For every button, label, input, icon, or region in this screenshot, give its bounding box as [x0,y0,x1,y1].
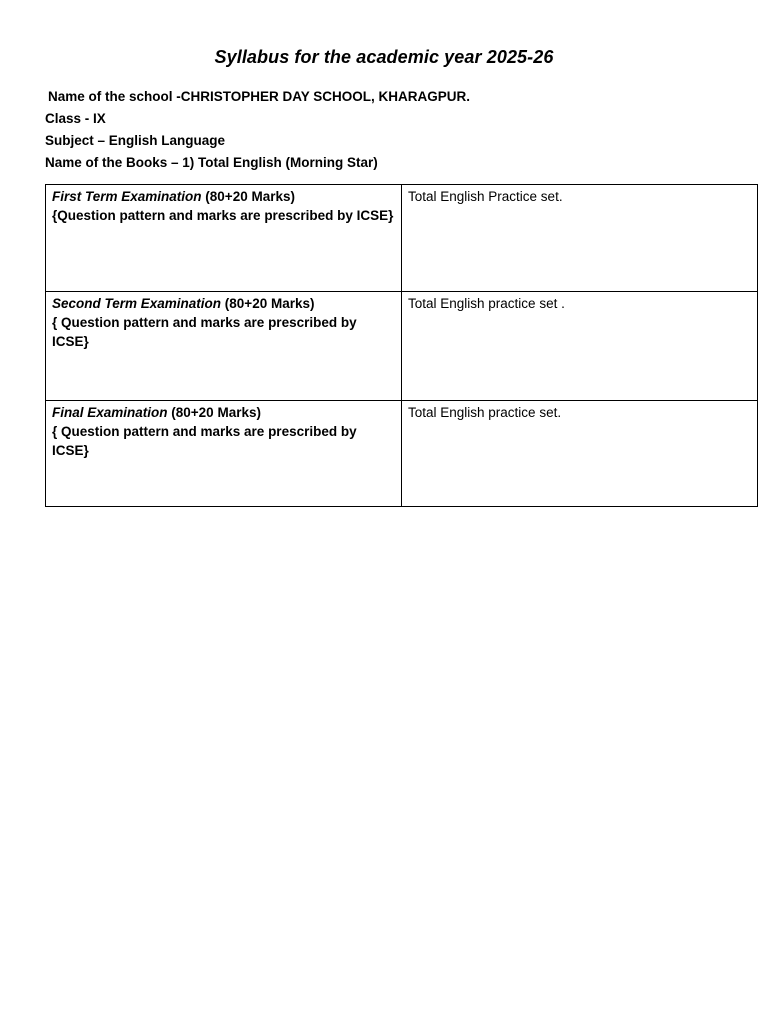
content-cell [402,292,758,401]
books-line: Name of the Books – 1) Total English (Morning Star) [45,155,378,170]
exam-name: Final Examination [52,405,168,420]
syllabus-table [45,184,758,507]
table-row [46,292,758,401]
table-row [46,401,758,507]
document-title: Syllabus for the academic year 2025-26 [214,47,554,67]
exam-marks: (80+20 Marks) [167,405,261,420]
exam-marks: (80+20 Marks) [221,296,315,311]
exam-pattern: { Question pattern and marks are prescribed by ICSE} [52,315,357,349]
school-name-line: Name of the school -CHRISTOPHER DAY SCHOOL, KHARAGPUR. [48,89,471,104]
exam-content: Total English practice set. [408,405,562,420]
exam-marks: (80+20 Marks) [201,189,295,204]
content-cell [402,185,758,292]
exam-content: Total English Practice set. [408,189,563,204]
exam-name: Second Term Examination [52,296,222,311]
subject-line: Subject – English Language [45,133,226,148]
exam-cell [46,401,402,507]
exam-content: Total English practice set . [408,296,565,311]
exam-cell [46,185,402,292]
exam-name: First Term Examination [52,189,202,204]
table-row [46,185,758,292]
class-line: Class - IX [45,111,106,126]
exam-pattern: {Question pattern and marks are prescribed by ICSE} [52,208,394,223]
exam-pattern: { Question pattern and marks are prescribed by ICSE} [52,424,357,458]
content-cell [402,401,758,507]
exam-cell [46,292,402,401]
school-info [45,86,470,174]
